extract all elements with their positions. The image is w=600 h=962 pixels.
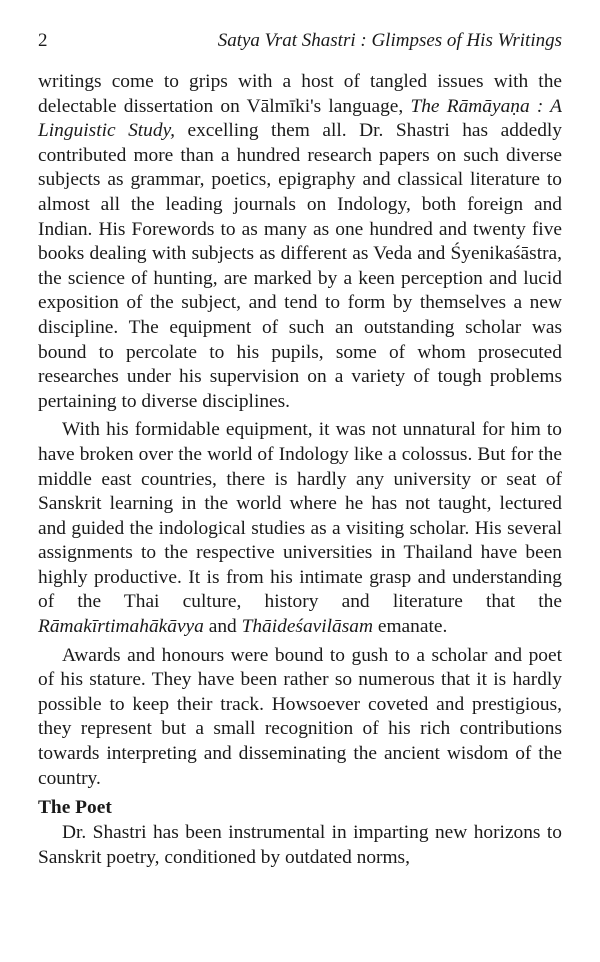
- paragraph-3: [38, 644, 562, 792]
- work-title-ramakirti: Rāmakīrtimahākāvya: [38, 616, 204, 638]
- paragraph-1-text-a: writings come to grips with a host of tangled issues with the delectable dissertation on Vālmīki's language,: [38, 71, 562, 117]
- page-number: 2: [38, 30, 48, 51]
- paragraph-2: [38, 418, 562, 639]
- section-paragraph-text: Dr. Shastri has been instrumental in imparting new horizons to Sanskrit poetry, conditioned by outdated norms,: [38, 822, 562, 868]
- page-header: [38, 30, 562, 58]
- paragraph-1: [38, 70, 562, 414]
- paragraph-2-text-c: emanate.: [373, 616, 448, 638]
- section-heading: The Poet: [38, 797, 112, 819]
- work-title-thaidesa: Thāideśavilāsam: [241, 616, 373, 638]
- book-title-ramayana: The Rāmāyaṇa : A Linguistic Study,: [38, 95, 562, 142]
- page-body: [38, 70, 562, 874]
- paragraph-2-text-a: With his formidable equipment, it was not unnatural for him to have broken over the world of Indology like a colossus. But for the middle east countries, there is hardly any university or seat of Sanskrit learning in the world where he has not taught, lectured and guided the indological studies as a visiting scholar. His several assignments to the respective universities in Thailand have been highly productive. It is from his intimate grasp and understanding of the Thai culture, history and literature that the: [38, 419, 562, 613]
- paragraph-1-text-b: excelling them all. Dr. Shastri has addedly contributed more than a hundred research papers on such diverse subjects as grammar, poetics, epigraphy and classical literature to almost all the leading journals on Indology, both foreign and Indian. His Forewords to as many as one hundred and twenty five books dealing with subjects as different as Veda and Śyenikaśāstra, the science of hunting, are marked by a keen perception and lucid exposition of the subject, and tend to form by themselves a new discipline. The equipment of such an outstanding scholar was bound to percolate to his pupils, some of whom prosecuted researches under his supervision on a variety of tough problems pertaining to diverse disciplines.: [38, 120, 562, 412]
- section-paragraph: [38, 821, 562, 870]
- running-title: Satya Vrat Shastri : Glimpses of His Writings: [217, 30, 562, 51]
- paragraph-2-text-b: and: [203, 616, 242, 638]
- paragraph-3-text: Awards and honours were bound to gush to a scholar and poet of his stature. They have been rather so numerous that it is hardly possible to keep their track. Howsoever coveted and prestigious, they represent but a small recognition of his rich contributions towards interpreting and disseminating the ancient wisdom of the country.: [38, 644, 562, 789]
